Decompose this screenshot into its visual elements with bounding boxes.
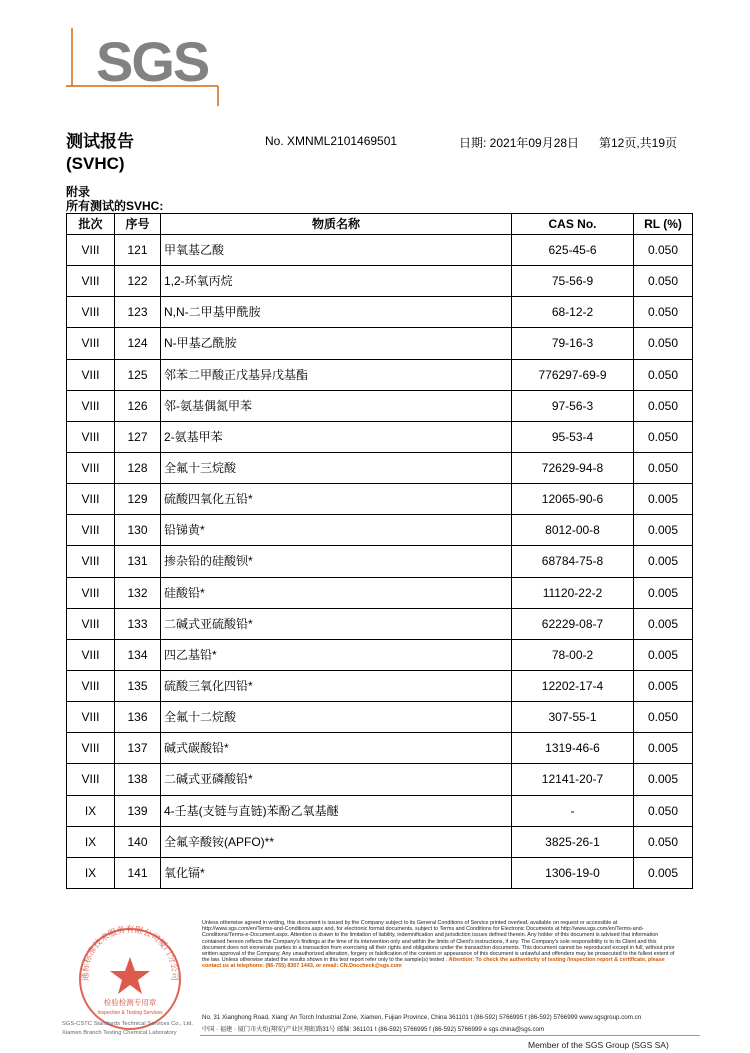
star-icon (110, 957, 150, 994)
table-row (67, 795, 693, 826)
cell-substance: N-甲基乙酰胺 (161, 328, 512, 359)
cell-seq: 128 (115, 452, 161, 483)
cell-cas: 75-56-9 (512, 266, 634, 297)
table-row (67, 390, 693, 421)
cell-batch: VIII (67, 452, 115, 483)
cell-cas: 307-55-1 (512, 702, 634, 733)
company-en-2: Xiamen Branch Testing Chemical Laboratory (62, 1030, 177, 1036)
cell-substance: N,N-二甲基甲酰胺 (161, 297, 512, 328)
cell-substance: 掺杂铅的硅酸钡* (161, 546, 512, 577)
cell-batch: VIII (67, 359, 115, 390)
cell-batch: VIII (67, 639, 115, 670)
seal-top-text: 通标标准技术服务有限公司厦门分公司 (80, 925, 180, 982)
cell-substance: 甲氧基乙酸 (161, 235, 512, 266)
address-cn: 中国 · 福建 · 厦门市火炬(翔安)产业区翔虹路31号 邮编: 361101 t (86-592) 5766995 f (86-592) 5766999 e sgs.china@sgs.com (202, 1026, 545, 1033)
cell-batch: VIII (67, 577, 115, 608)
cell-batch: VIII (67, 702, 115, 733)
table-row (67, 608, 693, 639)
table-row (67, 577, 693, 608)
cell-cas: 72629-94-8 (512, 452, 634, 483)
cell-cas: 62229-08-7 (512, 608, 634, 639)
cell-cas: 12141-20-7 (512, 764, 634, 795)
cell-substance: 四乙基铅* (161, 639, 512, 670)
cell-substance: 全氟辛酸铵(APFO)** (161, 826, 512, 857)
cell-seq: 139 (115, 795, 161, 826)
address-en: No. 31 Xianghong Road, Xiang' An Torch Industrial Zone, Xiamen, Fujian Province, China 361101 t (86-592) 5766995 f (86-592) 5766999 www.sgsgroup.com.cn (202, 1014, 642, 1021)
cell-cas: 625-45-6 (512, 235, 634, 266)
cell-batch: VIII (67, 297, 115, 328)
seal-mid-text: 检验检测专用章 (103, 998, 157, 1007)
cell-substance: 二碱式亚硫酸铅* (161, 608, 512, 639)
report-date: 日期: 2021年09月28日 (459, 136, 580, 150)
table-header-row (67, 214, 693, 235)
cell-rl: 0.005 (634, 857, 693, 888)
header-cas: CAS No. (512, 214, 634, 235)
cell-cas: 78-00-2 (512, 639, 634, 670)
cell-seq: 134 (115, 639, 161, 670)
table-row (67, 826, 693, 857)
logo-text: SGS (96, 30, 209, 93)
cell-substance: 4-壬基(支链与直链)苯酚乙氧基醚 (161, 795, 512, 826)
cell-seq: 125 (115, 359, 161, 390)
footer-divider (200, 1035, 700, 1036)
cell-substance: 硫酸四氧化五铅* (161, 484, 512, 515)
cell-rl: 0.005 (634, 515, 693, 546)
cell-cas: 68784-75-8 (512, 546, 634, 577)
cell-seq: 137 (115, 733, 161, 764)
cell-rl: 0.050 (634, 266, 693, 297)
page-number: 第12页,共19页 (599, 136, 678, 150)
cell-substance: 碱式碳酸铅* (161, 733, 512, 764)
cell-seq: 140 (115, 826, 161, 857)
table-row (67, 702, 693, 733)
cell-rl: 0.050 (634, 421, 693, 452)
cell-batch: VIII (67, 515, 115, 546)
cell-cas: 1306-19-0 (512, 857, 634, 888)
cell-seq: 121 (115, 235, 161, 266)
table-row (67, 764, 693, 795)
cell-batch: VIII (67, 235, 115, 266)
table-row (67, 328, 693, 359)
appendix-label: 附录 (66, 185, 91, 199)
table-row (67, 733, 693, 764)
cell-cas: 12202-17-4 (512, 670, 634, 701)
cell-rl: 0.005 (634, 670, 693, 701)
disclaimer-text: Unless otherwise agreed in writing, this document is issued by the Company subject to its General Conditions of Service printed overleaf, available on request or accessible at http://www.sgs.com/en/Terms-and-Conditions.aspx and, for electronic format documents, subject to Terms and Conditions for Electronic Documents at http://www.sgs.com/en/Terms-and-Conditions/Terms-e-Document.aspx. Attention is drawn to the limitation of liability, indemnification and jurisdiction issues defined therein. Any holder of this document is advised that information contained hereon reflects the Company's findings at the time of its intervention only and within the limits of Client's instructions, if any. The Company's sole responsibility is to its Client and this document does not exonerate parties to a transaction from exercising all their rights and obligations under the transaction documents. This document cannot be reproduced except in full, without prior written approval of the Company. Any unauthorized alteration, forgery or falsification of the content or appearance of this document is unlawful and offenders may be prosecuted to the fullest extent of the law. Unless otherwise stated the results shown in this test report refer only to the sample(s) tested . (202, 920, 675, 964)
table-row (67, 639, 693, 670)
cell-rl: 0.050 (634, 452, 693, 483)
cell-substance: 全氟十三烷酸 (161, 452, 512, 483)
cell-batch: VIII (67, 764, 115, 795)
cell-rl: 0.050 (634, 702, 693, 733)
table-row (67, 515, 693, 546)
cell-batch: VIII (67, 421, 115, 452)
cell-batch: VIII (67, 608, 115, 639)
table-row (67, 235, 693, 266)
cell-rl: 0.050 (634, 826, 693, 857)
cell-cas: 12065-90-6 (512, 484, 634, 515)
cell-batch: IX (67, 857, 115, 888)
member-note: Member of the SGS Group (SGS SA) (528, 1040, 669, 1050)
cell-cas: 97-56-3 (512, 390, 634, 421)
cell-seq: 126 (115, 390, 161, 421)
table-row (67, 266, 693, 297)
report-title (66, 131, 134, 175)
cell-batch: VIII (67, 328, 115, 359)
cell-rl: 0.050 (634, 235, 693, 266)
cell-rl: 0.050 (634, 390, 693, 421)
cell-batch: VIII (67, 484, 115, 515)
cell-cas: 68-12-2 (512, 297, 634, 328)
inspection-seal (62, 913, 198, 1049)
cell-substance: 1,2-环氧丙烷 (161, 266, 512, 297)
cell-substance: 氧化镉* (161, 857, 512, 888)
cell-seq: 130 (115, 515, 161, 546)
table-row (67, 452, 693, 483)
cell-cas: 95-53-4 (512, 421, 634, 452)
table-row (67, 670, 693, 701)
cell-rl: 0.005 (634, 639, 693, 670)
cell-seq: 141 (115, 857, 161, 888)
cell-substance: 全氟十二烷酸 (161, 702, 512, 733)
table-body (67, 235, 693, 889)
company-en-1: SGS-CSTC Standards Technical Services Co., Ltd. (62, 1021, 194, 1027)
seal-en-text: Inspection & Testing Services (97, 1010, 163, 1016)
disclaimer (202, 920, 678, 970)
cell-substance: 二碱式亚磷酸铅* (161, 764, 512, 795)
cell-seq: 122 (115, 266, 161, 297)
cell-seq: 136 (115, 702, 161, 733)
sgs-logo (66, 28, 226, 106)
table-row (67, 857, 693, 888)
report-title-line1: 测试报告 (66, 132, 134, 151)
header-batch: 批次 (67, 214, 115, 235)
cell-substance: 铅锑黄* (161, 515, 512, 546)
cell-cas: 3825-26-1 (512, 826, 634, 857)
cell-cas: 1319-46-6 (512, 733, 634, 764)
table-row (67, 484, 693, 515)
cell-substance: 邻-氨基偶氮甲苯 (161, 390, 512, 421)
cell-cas: 8012-00-8 (512, 515, 634, 546)
table-row (67, 421, 693, 452)
cell-substance: 邻苯二甲酸正戊基异戊基酯 (161, 359, 512, 390)
cell-batch: VIII (67, 546, 115, 577)
cell-substance: 2-氨基甲苯 (161, 421, 512, 452)
table-row (67, 297, 693, 328)
header-substance: 物质名称 (161, 214, 512, 235)
cell-batch: IX (67, 795, 115, 826)
cell-seq: 124 (115, 328, 161, 359)
header-rl: RL (%) (634, 214, 693, 235)
cell-cas: 11120-22-2 (512, 577, 634, 608)
cell-seq: 127 (115, 421, 161, 452)
cell-batch: IX (67, 826, 115, 857)
tested-svhc-label: 所有测试的SVHC: (66, 199, 164, 213)
cell-substance: 硅酸铅* (161, 577, 512, 608)
cell-seq: 132 (115, 577, 161, 608)
cell-seq: 123 (115, 297, 161, 328)
report-number: No. XMNML2101469501 (265, 134, 398, 148)
cell-seq: 138 (115, 764, 161, 795)
cell-rl: 0.005 (634, 733, 693, 764)
cell-seq: 135 (115, 670, 161, 701)
cell-seq: 131 (115, 546, 161, 577)
svhc-table (66, 213, 693, 889)
cell-rl: 0.050 (634, 795, 693, 826)
header-seq: 序号 (115, 214, 161, 235)
cell-seq: 133 (115, 608, 161, 639)
cell-rl: 0.005 (634, 764, 693, 795)
report-title-line2: (SVHC) (66, 154, 125, 173)
table-row (67, 546, 693, 577)
cell-rl: 0.005 (634, 484, 693, 515)
cell-rl: 0.050 (634, 359, 693, 390)
cell-batch: VIII (67, 266, 115, 297)
table-row (67, 359, 693, 390)
cell-rl: 0.005 (634, 546, 693, 577)
cell-substance: 硫酸三氧化四铅* (161, 670, 512, 701)
cell-cas: - (512, 795, 634, 826)
cell-batch: VIII (67, 670, 115, 701)
cell-batch: VIII (67, 733, 115, 764)
cell-rl: 0.005 (634, 608, 693, 639)
cell-cas: 79-16-3 (512, 328, 634, 359)
cell-rl: 0.005 (634, 577, 693, 608)
cell-rl: 0.050 (634, 328, 693, 359)
cell-batch: VIII (67, 390, 115, 421)
attention-note: Attention: To check the authenticity of testing /inspection report & certificate, please contact us at telephone: (86-755) 8307 1443, or email: CN.Doccheck@sgs.com (202, 957, 665, 970)
cell-seq: 129 (115, 484, 161, 515)
cell-cas: 776297-69-9 (512, 359, 634, 390)
cell-rl: 0.050 (634, 297, 693, 328)
